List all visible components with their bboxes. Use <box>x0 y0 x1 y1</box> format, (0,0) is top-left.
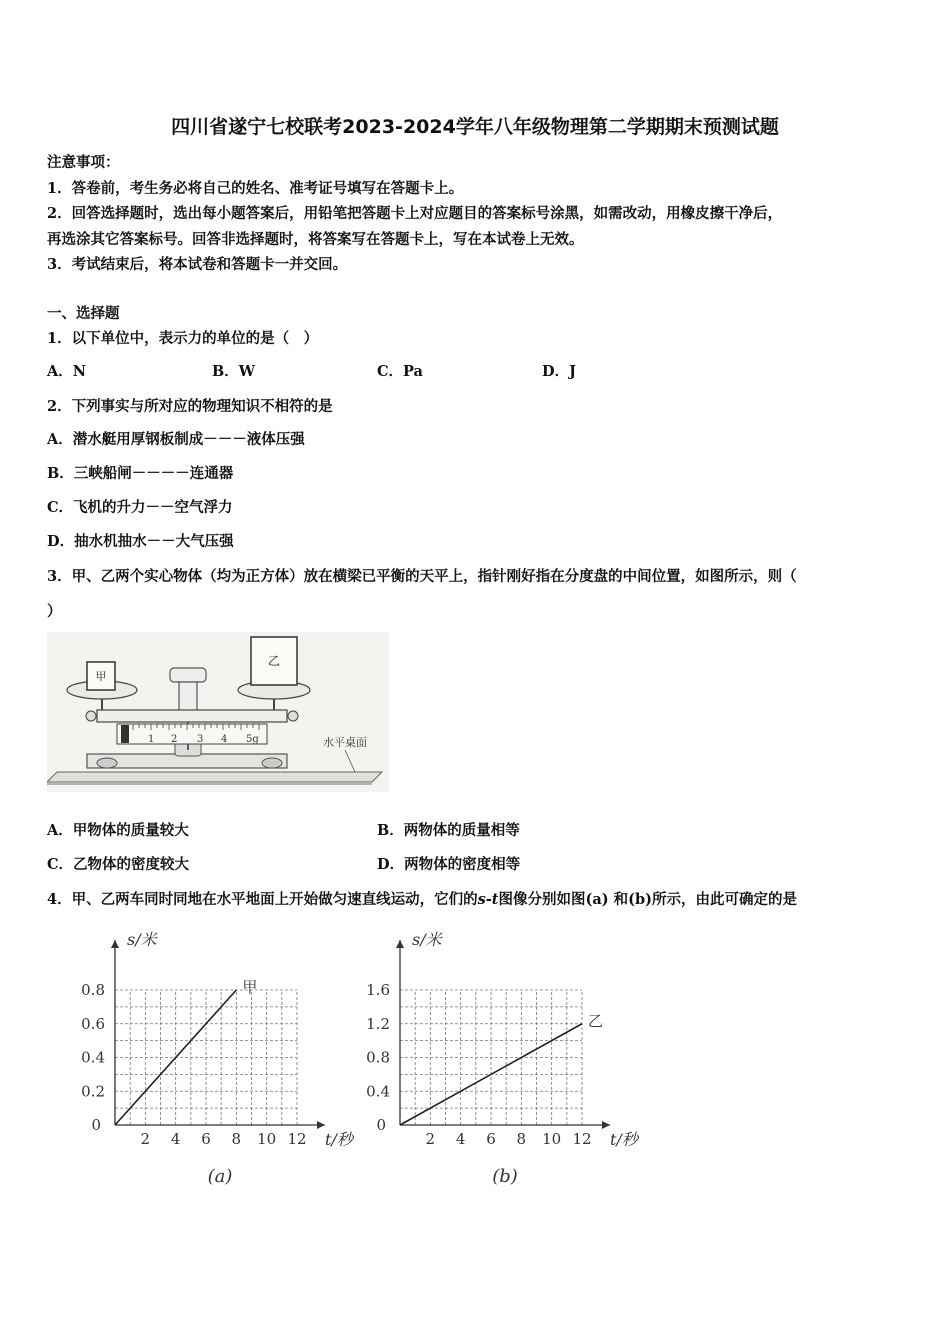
x-axis-arrow <box>602 1121 610 1129</box>
balance-nut-right <box>288 711 298 721</box>
scale-rail <box>117 724 267 744</box>
y-tick-label: 0.4 <box>81 1048 105 1067</box>
notice-item: 1．答卷前，考生务必将自己的姓名、准考证号填写在答题卡上。 <box>47 180 464 197</box>
question-2-option-d: D．抽水机抽水－－大气压强 <box>47 533 234 550</box>
question-4-stem-variable: s-t <box>477 891 499 908</box>
chart-b <box>355 925 655 1195</box>
cube-yi-label: 乙 <box>267 654 281 668</box>
question-2-stem: 2．下列事实与所对应的物理知识不相符的是 <box>47 398 333 415</box>
x-tick-label: 12 <box>572 1130 592 1148</box>
y-axis-label: s/米 <box>127 930 157 949</box>
question-3-option-a: A．甲物体的质量较大 <box>47 822 189 839</box>
question-2-option-c: C．飞机的升力－－空气浮力 <box>47 499 233 516</box>
y-tick-label: 1.2 <box>366 1014 390 1033</box>
table-label: 水平桌面 <box>323 736 367 749</box>
rider <box>121 725 129 743</box>
x-tick-label: 2 <box>425 1130 436 1148</box>
balance-post <box>179 682 197 712</box>
y-tick-label: 0.4 <box>366 1082 390 1101</box>
scale-tick-label: 2 <box>171 734 178 745</box>
scale-tick-label: 4 <box>221 734 228 745</box>
notice-heading: 注意事项： <box>47 154 120 171</box>
y-axis-label: s/米 <box>412 930 442 949</box>
balance-foot-left <box>97 758 117 768</box>
question-2-option-a: A．潜水艇用厚钢板制成－－－液体压强 <box>47 431 305 448</box>
x-tick-label: 8 <box>516 1130 527 1148</box>
x-tick-label: 4 <box>455 1130 466 1148</box>
balance-nut-left <box>86 711 96 721</box>
y-axis-arrow <box>396 940 404 948</box>
x-axis-label: t/秒 <box>325 1130 353 1149</box>
origin-label: 0 <box>91 1116 101 1134</box>
x-tick-label: 8 <box>231 1130 242 1148</box>
chart-caption: (a) <box>207 1166 233 1187</box>
x-tick-label: 10 <box>257 1130 277 1148</box>
table-surface <box>47 772 382 782</box>
y-axis-arrow <box>111 940 119 948</box>
x-tick-label: 6 <box>201 1130 211 1148</box>
question-1-option-c: C．Pa <box>377 363 423 380</box>
balance-beam <box>97 710 287 722</box>
y-tick-label: 1.6 <box>366 981 390 999</box>
question-4-stem-part2: 图像分别如图(a) 和(b)所示，由此可确定的是 <box>498 891 798 908</box>
chart-caption: (b) <box>492 1166 518 1187</box>
section-heading: 一、选择题 <box>47 305 120 322</box>
x-tick-label: 2 <box>140 1130 151 1148</box>
x-tick-label: 4 <box>170 1130 181 1148</box>
scale-tick-label: 1 <box>148 734 155 745</box>
balance-top-knob <box>170 668 206 682</box>
question-4-stem-part1: 4．甲、乙两车同时同地在水平地面上开始做匀速直线运动，它们的 <box>47 891 478 908</box>
question-1-option-d: D．J <box>542 363 576 380</box>
y-tick-label: 0.2 <box>81 1082 105 1101</box>
notice-item: 2．回答选择题时，选出每小题答案后，用铅笔把答题卡上对应题目的答案标号涂黑，如需改动，用橡皮擦干净后， <box>47 205 783 222</box>
x-axis-label: t/秒 <box>610 1130 638 1149</box>
question-2-option-b: B．三峡船闸－－－－连通器 <box>47 465 234 482</box>
question-1-stem: 1．以下单位中，表示力的单位的是（ ） <box>47 330 319 347</box>
balance-foot-right <box>262 758 282 768</box>
notice-item: 3．考试结束后，将本试卷和答题卡一并交回。 <box>47 256 348 273</box>
x-tick-label: 12 <box>287 1130 307 1148</box>
series-label: 甲 <box>242 978 258 996</box>
question-3-option-b: B．两物体的质量相等 <box>377 822 520 839</box>
x-tick-label: 10 <box>542 1130 562 1148</box>
cube-jia-label: 甲 <box>95 670 107 683</box>
y-tick-label: 0.8 <box>81 981 105 999</box>
scale-tick-label: 5g <box>246 734 259 745</box>
question-3-stem-end: ） <box>47 603 62 620</box>
question-1-option-a: A．N <box>47 363 87 380</box>
question-3-stem: 3．甲、乙两个实心物体（均为正方体）放在横梁已平衡的天平上，指针刚好指在分度盘的中间位置，如图所示，则（ <box>47 568 797 585</box>
notice-item: 再选涂其它答案标号。回答非选择题时，将答案写在答题卡上，写在本试卷上无效。 <box>47 231 584 248</box>
scale-tick-label: 3 <box>197 734 204 745</box>
question-1-option-b: B．W <box>212 363 256 380</box>
question-3-option-c: C．乙物体的密度较大 <box>47 856 190 873</box>
series-label: 乙 <box>588 1011 604 1030</box>
balance-figure <box>47 632 389 792</box>
x-tick-label: 6 <box>486 1130 496 1148</box>
chart-a <box>70 925 370 1195</box>
origin-label: 0 <box>376 1116 386 1134</box>
page-title: 四川省遂宁七校联考2023-2024学年八年级物理第二学期期末预测试题 <box>171 116 779 138</box>
question-3-option-d: D．两物体的密度相等 <box>377 856 521 873</box>
y-tick-label: 0.8 <box>366 1048 390 1067</box>
question-4-stem <box>47 888 797 909</box>
x-axis-arrow <box>317 1121 325 1129</box>
y-tick-label: 0.6 <box>81 1014 105 1033</box>
